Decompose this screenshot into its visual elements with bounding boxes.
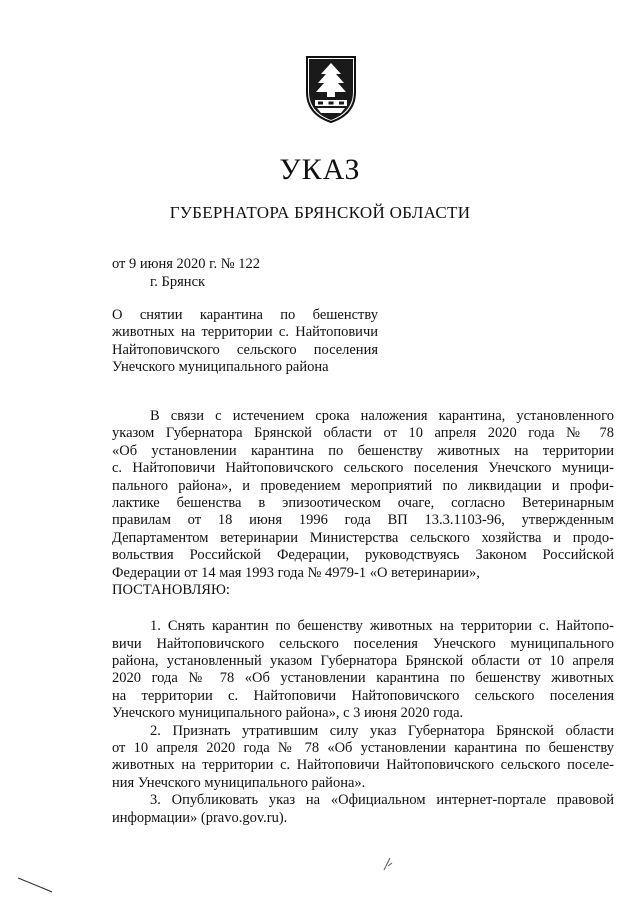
document-city: г. Брянск: [150, 274, 206, 290]
preamble-paragraph: [112, 408, 614, 582]
item-2-paragraph: [112, 723, 614, 793]
body-line: пального района», и проведением мероприятий по ликвидации и профи-: [112, 477, 614, 494]
paragraph-gap: [112, 599, 614, 618]
document-date-number: [112, 255, 260, 273]
item-3-paragraph: [112, 792, 614, 827]
body-line: 1. Снять карантин по бешенству животных на территории с. Найтопо-: [150, 618, 614, 635]
document-body: [112, 408, 614, 827]
body-line: на территории с. Найтоповичи Найтоповичского сельского поселения: [112, 687, 614, 704]
body-line: вичи Найтоповичского сельского поселения Унечского муниципального: [112, 635, 614, 652]
body-line: лактике бешенства в эпизоотическом очаге, согласно Ветеринарным: [112, 494, 614, 511]
body-line: указом Губернатора Брянской области от 10 апреля 2020 года № 78: [112, 425, 614, 442]
body-line: животных на территории с. Найтоповичи Найтоповичского сельского поселе-: [112, 757, 614, 774]
subject-line: животных на территории с. Найтоповичи: [112, 324, 378, 341]
body-line: от 10 апреля 2020 года № 78 «Об установлении карантина по бешенству: [112, 740, 614, 757]
body-line: 3. Опубликовать указ на «Официальном интернет-портале правовой: [150, 792, 614, 809]
date-prefix: от: [112, 256, 126, 272]
body-line: В связи с истечением срока наложения карантина, установленного: [150, 408, 614, 424]
bryansk-oblast-coat-of-arms-icon: [303, 54, 359, 124]
body-line: с. Найтоповичи Найтоповичского сельского поселения Унечского муници-: [112, 460, 614, 477]
subject-line: Найтоповичского сельского поселения: [112, 341, 378, 358]
body-line: района, установленный указом Губернатора Брянской области от 10 апреля: [112, 653, 614, 670]
document-date: 9 июня 2020 г.: [129, 256, 218, 272]
scan-stroke-icon: [16, 874, 56, 894]
body-line: Федерации от 14 мая 1993 года № 4979-1 «О ветеринарии»,: [112, 564, 480, 581]
body-line: Унечского муниципального района», с 3 июня 2020 года.: [112, 705, 464, 722]
body-line: «Об установлении карантина по бешенству животных на территории: [112, 442, 614, 459]
subject-line: О снятии карантина по бешенству: [112, 307, 378, 323]
document-issuer: ГУБЕРНАТОРА БРЯНСКОЙ ОБЛАСТИ: [169, 203, 471, 222]
document-subject: [112, 307, 378, 377]
item-1-paragraph: [112, 618, 614, 722]
document-title: УКАЗ: [279, 153, 361, 186]
number-sign: №: [220, 256, 235, 272]
document-number: 122: [238, 256, 260, 272]
body-line: вольствия Российской Федерации, руководствуясь Законом Российской: [112, 547, 614, 564]
body-line: правилам от 18 июня 1996 года ВП 13.3.1103-96, утвержденным: [112, 512, 614, 529]
body-line: 2. Признать утратившим силу указ Губернатора Брянской области: [150, 722, 614, 739]
body-line: 2020 года № 78 «Об установлении карантина по бешенству животных: [112, 670, 614, 687]
body-line: Департаментом ветеринарии Министерства сельского хозяйства и продо-: [112, 529, 614, 546]
body-line: ния Унечского муниципального района».: [112, 774, 366, 791]
pen-mark-icon: [378, 852, 398, 872]
resolve-heading: ПОСТАНОВЛЯЮ:: [112, 581, 230, 598]
body-line: информации» (pravo.gov.ru).: [112, 809, 288, 826]
subject-line: Унечского муниципального района: [112, 359, 329, 376]
